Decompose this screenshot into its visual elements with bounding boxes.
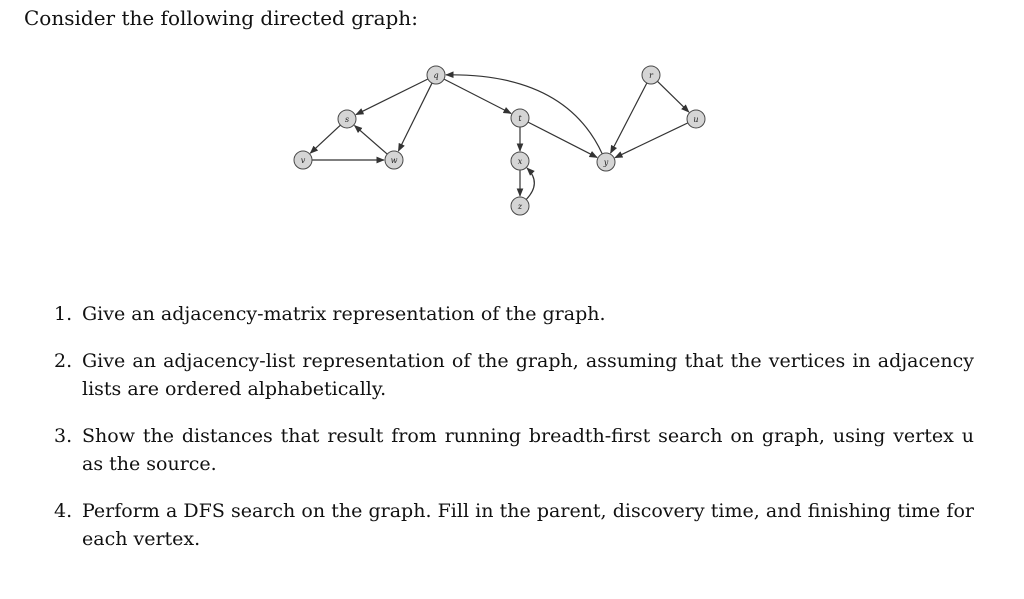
edge-q-s [356,79,428,115]
question-number: 2. [54,350,73,372]
question-item [54,422,974,478]
vertex-label: z [517,202,523,211]
vertex-r [642,66,660,84]
edges-layer [310,75,689,200]
edge-s-v [310,125,340,153]
edge-q-w [398,83,432,151]
vertex-t [511,109,529,127]
vertices-layer [294,66,705,215]
question-text: Show the distances that result from running breadth-first search on graph, using vertex u as the source. [82,425,974,475]
question-text: Give an adjacency-list representation of the graph, assuming that the vertices in adjacency lists are ordered alphabetically. [82,350,974,400]
vertex-label: q [433,71,439,80]
question-number: 1. [54,303,73,325]
vertex-w [385,151,403,169]
vertex-label: s [344,115,350,124]
edge-r-u [657,81,688,112]
question-item [54,497,974,553]
vertex-label: w [390,156,398,165]
vertex-z [511,197,529,215]
vertex-label: t [518,114,522,123]
vertex-q [427,66,445,84]
intro-text: Consider the following directed graph: [24,6,418,30]
question-number: 4. [54,500,73,522]
question-text: Perform a DFS search on the graph. Fill in the parent, discovery time, and finishing time for each vertex. [82,500,974,550]
vertex-y [597,153,615,171]
edge-z-x [526,168,534,199]
vertex-label: u [693,115,699,124]
edge-w-s [355,126,388,155]
question-item [54,347,974,403]
vertex-label: v [300,156,306,165]
vertex-label: x [517,157,523,166]
question-text: Give an adjacency-matrix representation of the graph. [82,303,606,325]
directed-graph-figure [280,55,730,230]
edge-u-y [615,123,688,158]
vertex-label: y [603,158,609,167]
vertex-x [511,152,529,170]
question-list [54,300,974,572]
vertex-s [338,110,356,128]
graph-canvas [280,55,730,230]
edge-r-y [611,83,647,153]
question-item [54,300,974,328]
question-number: 3. [54,425,73,447]
vertex-u [687,110,705,128]
vertex-v [294,151,312,169]
vertex-label: r [649,71,653,80]
edge-q-t [444,79,511,113]
